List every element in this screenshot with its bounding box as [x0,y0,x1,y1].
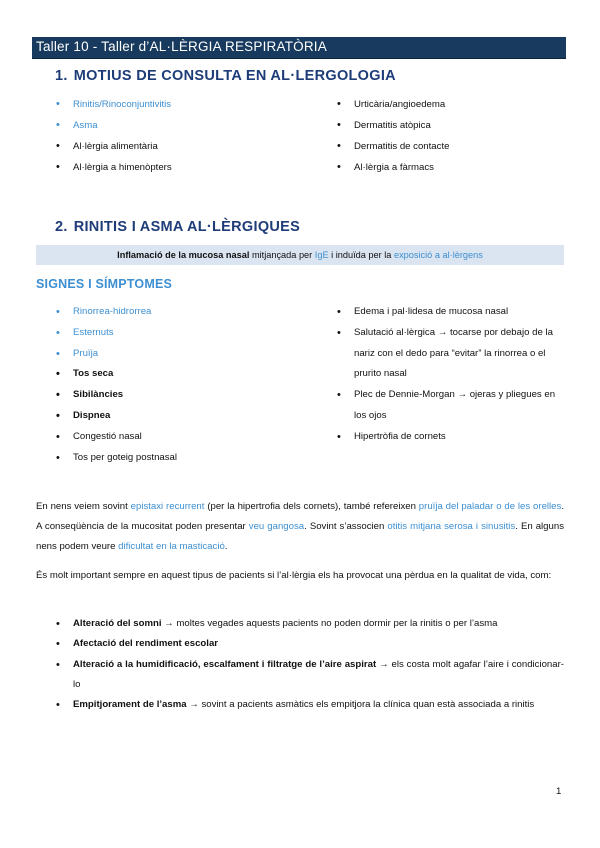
list-item: • Tos seca [56,364,177,385]
list-item: • Dispnea [56,406,177,427]
list-item: • Dermatitis de contacte [337,136,449,157]
document-title: Taller 10 - Taller d’AL·LÈRGIA RESPIRATÒRIA [36,39,327,54]
paragraph-highlight: veu gangosa [248,521,305,533]
section1-heading [55,68,396,84]
section1-left-list [56,94,172,178]
quality-of-life-list [56,614,564,715]
paragraph-text: (per la hipertrofia dels cornets), també refereixen [204,501,419,512]
quality-of-life-paragraph: És molt important sempre en aquest tipus de pacients si l’al·lèrgia els ha provocat una pèrdua en la qualitat de vida, com: [36,570,552,581]
list-item: • Esternuts [56,323,177,344]
definition-text-part: i induïda per la [328,250,394,260]
paragraph-highlight: pruïja del paladar o de les orelles [418,501,562,512]
signs-subheading: SIGNES I SÍMPTOMES [36,277,173,291]
definition-highlight: exposició a al·lèrgens [393,250,483,260]
paragraph-highlight: epistaxi recurrent [130,501,205,512]
paragraph-text: . En alguns nens podem veure [36,521,564,553]
list-item: • Rinorrea-hidrorrea [56,302,177,323]
list-item: • Al·lèrgia alimentària [56,136,172,157]
list-item: • Salutació al·lèrgica → tocarse por debajo de la nariz con el dedo para “evitar” la rinorrea o el prurito nasal [337,323,567,385]
section2-title: RINITIS I ASMA AL·LÈRGIQUES [73,219,301,235]
paragraph-highlight: otitis mitjana serosa i sinusitis [387,521,516,533]
definition-highlight: IgE [314,250,329,260]
list-item [56,614,564,634]
paragraph-text: En nens veiem sovint [36,501,131,512]
definition-text [36,245,564,265]
paragraph-highlight: dificultat en la masticació [118,541,225,553]
section2-number: 2. [55,219,68,235]
definition-bold: Inflamació de la mucosa nasal [117,250,250,260]
symptoms-left-list [56,302,177,468]
item-bold: Empitjorament de l’asma [73,699,187,711]
children-paragraph [36,497,564,558]
list-item: • Asma [56,115,172,136]
list-item: • Al·lèrgia a himenòpters [56,157,172,178]
item-text: → moltes vegades aquests pacients no poden dormir per la rinitis o per l’asma [161,618,498,629]
list-item: • Dermatitis atòpica [337,115,449,136]
paragraph-text: . [224,541,228,553]
section1-right-list [337,94,449,178]
item-bold: Alteració del somni [73,618,162,629]
item-text: → els costa molt agafar l’aire i condicionar-lo [73,658,564,690]
paragraph-text: . Sovint s’associen [304,521,388,533]
section2-heading [55,219,300,235]
list-item: • Rinitis/Rinoconjuntivitis [56,94,172,115]
list-item [56,655,564,696]
list-item: • Plec de Dennie-Morgan → ojeras y pliegues en los ojos [337,385,567,427]
list-item: • Pruïja [56,344,177,365]
list-item: • Al·lèrgia a fàrmacs [337,157,449,178]
title-bar [32,37,566,59]
list-item: • Congestió nasal [56,427,177,448]
item-bold: Alteració a la humidificació, escalfament i filtratge de l’aire aspirat [73,658,377,670]
section1-number: 1. [55,68,68,84]
list-item [56,634,564,654]
list-item: • Hipertròfia de cornets [337,427,567,448]
definition-text-part: mitjançada per [249,250,315,260]
item-text: → sovint a pacients asmàtics els empitjora la clínica quan està associada a rinitis [186,699,535,711]
definition-band [36,245,564,265]
list-item [56,695,564,715]
item-bold: Afectació del rendiment escolar [73,638,219,650]
list-item: • Sibilàncies [56,385,177,406]
symptoms-right-list [337,302,567,448]
list-item: • Edema i pal·lidesa de mucosa nasal [337,302,567,323]
page-number: 1 [556,786,562,797]
section1-title: MOTIUS DE CONSULTA EN AL·LERGOLOGIA [73,68,396,84]
list-item: • Urticària/angioedema [337,94,449,115]
list-item: • Tos per goteig postnasal [56,448,177,469]
paragraph-text: . A conseqüència de la mucositat poden presentar [36,501,564,533]
